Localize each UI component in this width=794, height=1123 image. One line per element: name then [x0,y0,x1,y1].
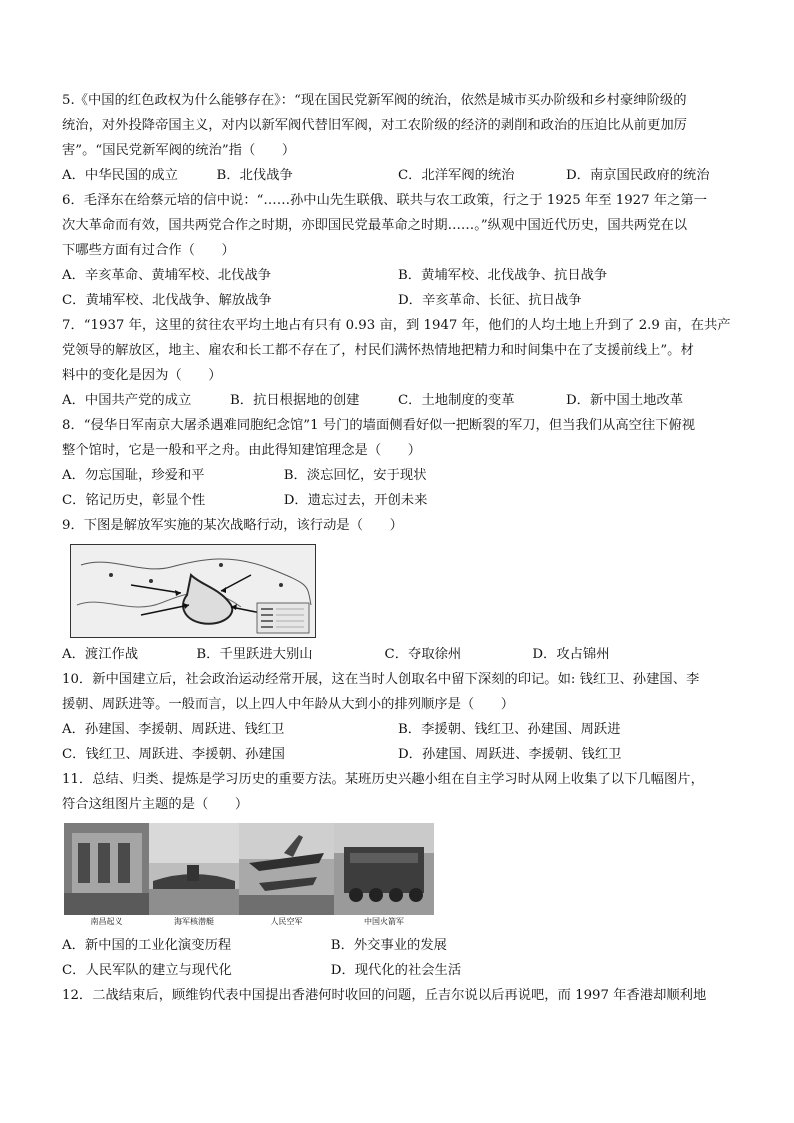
option-b[interactable]: B．千里跃进大别山 [196,647,313,662]
photo-peoples-air-force [239,823,334,915]
option-d[interactable]: D．新中国土地改革 [566,393,684,408]
options-row [62,263,734,288]
question-text-line: 整个馆时，它是一般和平之舟。由此得知建馆理念是（ ） [62,443,422,458]
battle-map-image [70,544,316,638]
question-text-line: 9．下图是解放军实施的某次战略行动，该行动是（ ） [62,518,403,533]
question-12 [62,983,734,1008]
question-text-line: 5.《中国的红色政权为什么能够存在》：“现在国民党新军阀的统治，依然是城市买办阶级和乡村豪绅阶级的 [62,93,687,108]
question-text-line: 次大革命而有效，国共两党合作之时期，亦即国民党最革命之时期……。”纵观中国近代历史，国共两党在以 [62,218,688,233]
photo-navy-submarine [149,823,239,915]
option-a[interactable]: A．辛亥革命、黄埔军校、北伐战争 [62,268,272,283]
question-10 [62,667,734,767]
option-d[interactable]: D．攻占锦州 [532,647,610,662]
option-c[interactable]: C．人民军队的建立与现代化 [62,963,232,978]
question-6 [62,188,734,313]
question-text-line: 下哪些方面有过合作（ ） [62,243,235,258]
photo-captions [64,915,434,929]
options-row [62,933,734,958]
option-a[interactable]: A．勿忘国耻，珍爱和平 [62,468,205,483]
caption-rocket-force: 中国火箭军 [364,917,404,926]
option-c[interactable]: C．钱红卫、周跃进、李援朝、孙建国 [62,747,285,762]
caption-submarine: 海军核潜艇 [174,917,214,926]
option-d[interactable]: D．孙建国、周跃进、李援朝、钱红卫 [398,747,622,762]
question-text-line: 6．毛泽东在给蔡元培的信中说：“……孙中山先生联俄、联共与农工政策，行之于 1925 年至 1927 年之第一 [62,193,708,208]
option-c[interactable]: C．土地制度的变革 [398,393,515,408]
options-row [62,288,734,313]
option-d[interactable]: D．现代化的社会生活 [330,963,462,978]
option-b[interactable]: B．李援朝、钱红卫、孙建国、周跃进 [398,722,621,737]
question-7 [62,313,734,413]
question-9 [62,513,734,667]
options-row [62,488,734,513]
option-b[interactable]: B．外交事业的发展 [330,938,447,953]
option-b[interactable]: B．黄埔军校、北伐战争、抗日战争 [398,268,608,283]
question-text-line: 8．“侵华日军南京大屠杀遇难同胞纪念馆”1 号门的墙面侧看好似一把断裂的军刀，但当我们从高空往下俯视 [62,418,696,433]
question-text-line: 12．二战结束后，顾维钧代表中国提出香港何时收回的问题，丘吉尔说以后再说吧，而 1997 年香港却顺利地 [62,988,707,1003]
option-c[interactable]: C．黄埔军校、北伐战争、解放战争 [62,293,272,308]
question-text-line: 10．新中国建立后，社会政治运动经常开展，这在当时人创取名中留下深刻的印记。如: 钱红卫、孙建国、李 [62,672,700,687]
options-row [62,642,734,667]
options-row [62,958,734,983]
exam-page [62,88,734,1008]
question-text-line: 援朝、周跃进等。一般而言，以上四人中年龄从大到小的排列顺序是（ ） [62,697,515,712]
option-a[interactable]: A．新中国的工业化演变历程 [62,938,232,953]
options-row [62,163,734,188]
option-b[interactable]: B．淡忘回忆，安于现状 [283,468,427,483]
option-c[interactable]: C．北洋军阀的统治 [397,168,515,183]
question-5 [62,88,734,188]
option-c[interactable]: C．铭记历史，彰显个性 [62,493,206,508]
options-row [62,742,734,767]
option-a[interactable]: A．渡江作战 [62,647,139,662]
option-a[interactable]: A．中国共产党的成立 [62,393,192,408]
photo-nanchang-uprising [64,823,149,915]
caption-air-force: 人民空军 [270,917,303,926]
options-row [62,463,734,488]
question-8 [62,413,734,513]
photo-rocket-force [334,823,434,915]
question-11 [62,767,734,983]
photo-strip [64,823,434,929]
question-text-line: 党领导的解放区，地主、雇农和长工都不存在了，村民们满怀热情地把精力和时间集中在了支援前线上”。材 [62,343,694,358]
question-text-line: 料中的变化是因为（ ） [62,368,222,383]
question-text-line: 11．总结、归类、提炼是学习历史的重要方法。某班历史兴趣小组在自主学习时从网上收集了以下几幅图片， [62,772,704,787]
options-row [62,717,734,742]
option-d[interactable]: D．遗忘过去，开创未来 [283,493,428,508]
question-text-line: 害”。“国民党新军阀的统治”指（ ） [62,143,296,158]
option-b[interactable]: B．抗日根据地的创建 [230,393,360,408]
question-text-line: 统治，对外投降帝国主义，对内以新军阀代替旧军阀，对工农阶级的经济的剥削和政治的压迫比从前更加厉 [62,118,687,133]
option-b[interactable]: B．北伐战争 [216,168,293,183]
option-d[interactable]: D．南京国民政府的统治 [565,168,710,183]
question-text-line: 符合这组图片主题的是（ ） [62,797,249,812]
caption-nanchang: 南昌起义 [90,917,123,926]
map-drawing [71,545,315,637]
option-d[interactable]: D．辛亥革命、长征、抗日战争 [398,293,582,308]
option-a[interactable]: A．中华民国的成立 [62,168,178,183]
option-c[interactable]: C．夺取徐州 [384,647,462,662]
options-row [62,388,734,413]
option-a[interactable]: A．孙建国、李援朝、周跃进、钱红卫 [62,722,285,737]
question-text-line: 7．“1937 年，这里的贫往农平均土地占有只有 0.93 亩，到 1947 年，他们的人均土地上升到了 2.9 亩，在共产 [62,318,731,333]
